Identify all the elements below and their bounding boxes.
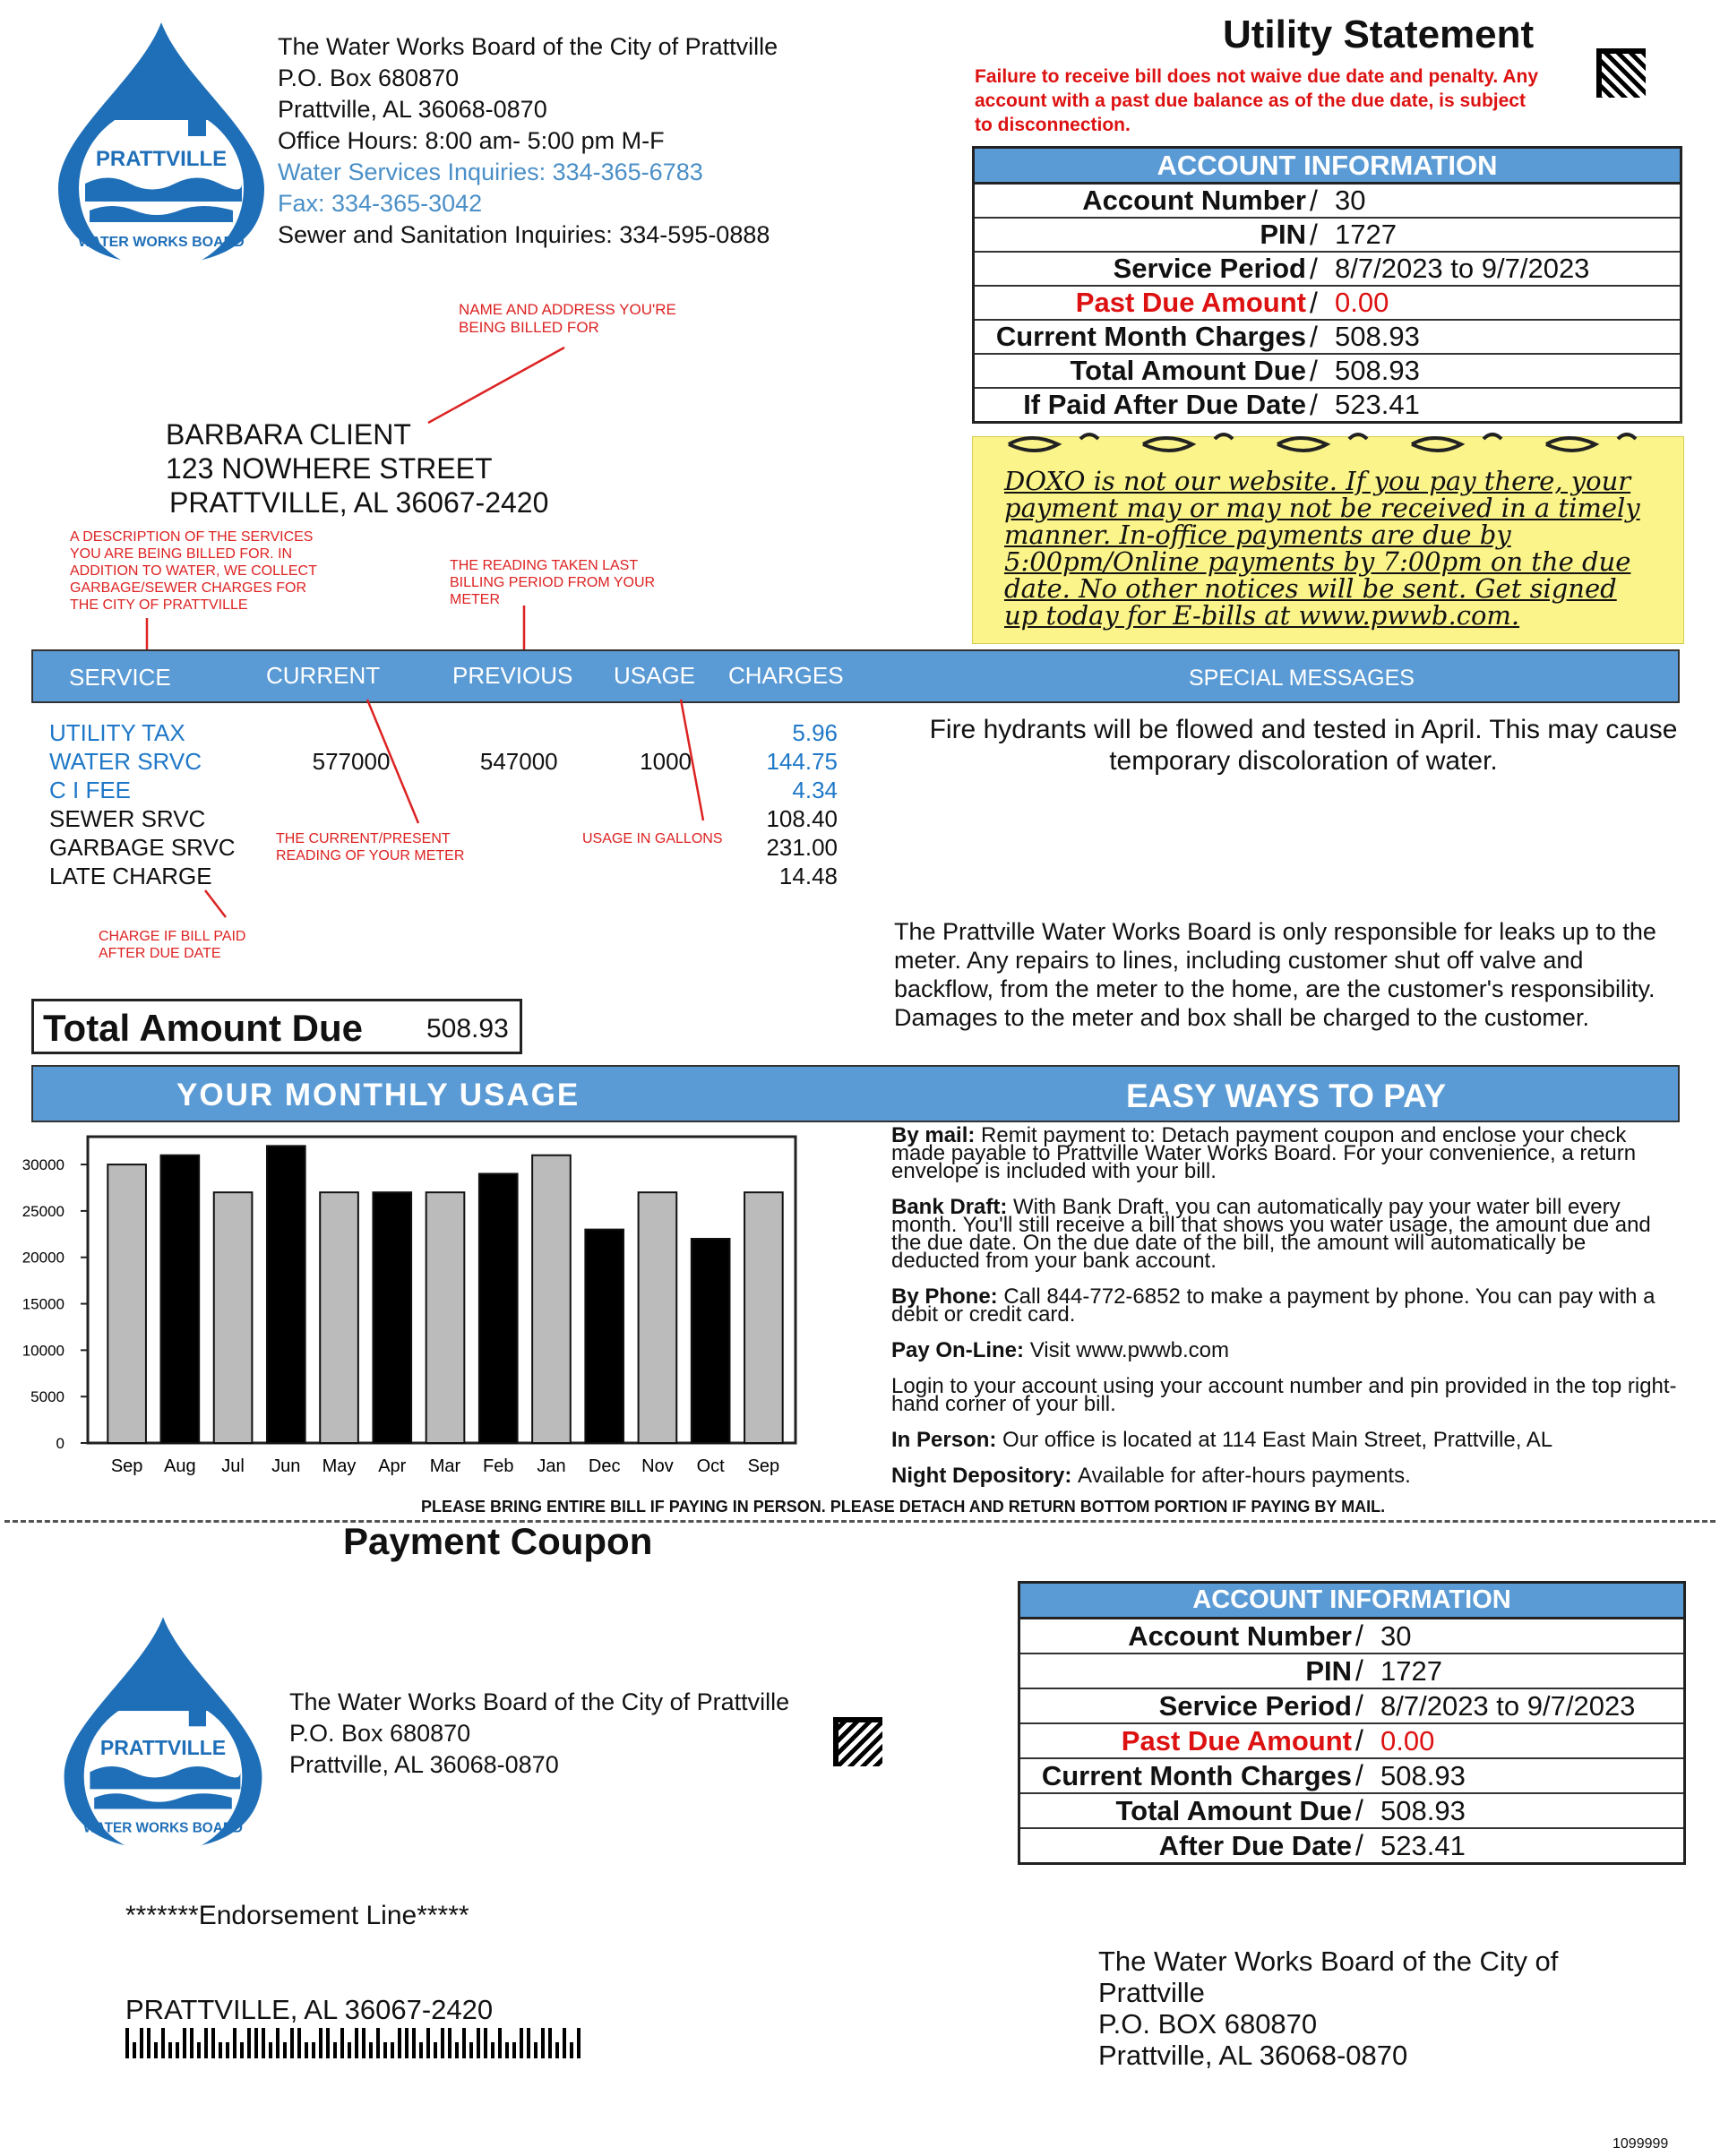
service-row [49,862,838,890]
pay-methods-list [891,1123,1680,1503]
y-tick-label: 20000 [22,1249,64,1267]
annotation-arrow-6 [202,887,237,923]
usage-bar [639,1192,677,1443]
coupon-account-table [1018,1617,1686,1865]
statement-warning: Failure to receive bill does not waive due date and penalty. Any account with a past due balance as of the due date, is subject to disconnection. [975,66,1538,135]
total-due-value: 508.93 [426,1014,509,1044]
postal-barcode [125,2028,584,2058]
remit-name-1: The Water Works Board of the City of [1098,1946,1559,1977]
svg-text:WATER WORKS BOARD: WATER WORKS BOARD [82,1820,244,1836]
pay-method-title: By Phone: [891,1284,1004,1309]
total-due-label: Total Amount Due [43,1007,363,1049]
coupon-org-address [289,1687,789,1781]
barcode-bar [247,2028,251,2058]
pay-method-title: Pay On-Line: [891,1338,1030,1362]
note-name-address: NAME AND ADDRESS YOU'RE BEING BILLED FOR [459,301,676,336]
pay-method-text: Call 844-772-6852 to make a payment by phone. You can pay with a debit or credit card. [891,1284,1656,1327]
barcode-bar [168,2042,172,2058]
service-current: 577000 [312,747,391,775]
account-row-value: 508.93 [1380,1759,1466,1791]
y-tick-label: 25000 [22,1202,64,1220]
service-name: LATE CHARGE [49,862,212,889]
account-row [975,251,1680,285]
pay-method-text: Remit payment to: Detach payment coupon and enclose your check made payable to Prattville Water Works Board. For your convenience, a return envelope is included with your bill. [891,1123,1637,1183]
barcode-bar [419,2042,423,2058]
note-previous-reading: THE READING TAKEN LAST BILLING PERIOD FROM YOUR METER [450,558,656,607]
account-row [975,217,1680,251]
customer-city: PRATTVILLE, AL 36067-2420 [169,486,549,519]
remit-address [1098,1946,1558,2071]
barcode-bar [512,2042,516,2058]
barcode-bar [176,2042,179,2058]
usage-bar [161,1155,200,1443]
barcode-bar [398,2028,401,2058]
account-row-value: 1727 [1335,219,1397,250]
y-tick-label: 0 [56,1435,64,1452]
account-row [1020,1757,1683,1792]
account-row [1020,1827,1683,1862]
y-tick-label: 10000 [22,1342,64,1360]
usage-bar [373,1192,411,1443]
account-row-separator: / [1310,388,1318,421]
account-row-value: 8/7/2023 to 9/7/2023 [1335,253,1590,284]
usage-bar [426,1192,465,1443]
usage-bar [744,1192,783,1443]
account-row [1020,1653,1683,1688]
col-special-messages: SPECIAL MESSAGES [1189,666,1415,691]
water-drop-logo-icon [56,1612,271,1854]
usage-bar [267,1146,305,1443]
water-drop-logo-icon [49,18,273,269]
y-tick-label: 5000 [30,1388,64,1406]
service-previous: 547000 [479,747,558,775]
note-current-reading: THE CURRENT/PRESENT READING OF YOUR METER [276,831,465,863]
account-row-label: Account Number [1082,185,1306,216]
pay-method [891,1195,1680,1273]
annotation-arrow-3 [520,606,529,656]
account-row-label: Service Period [1158,1689,1352,1722]
account-row-value: 30 [1335,185,1366,216]
coupon-account-header: ACCOUNT INFORMATION [1018,1581,1686,1617]
account-row-label: PIN [1260,219,1306,250]
barcode-bar [469,2042,473,2058]
service-charge: 14.48 [778,862,838,889]
service-charge: 144.75 [766,747,838,775]
x-tick-label: Sep [110,1456,143,1476]
org-logo [49,18,273,269]
x-tick-label: Jun [271,1456,301,1476]
annotation-arrow-5 [676,695,730,829]
datamatrix-code-icon [1596,48,1646,98]
service-charge: 108.40 [766,804,838,832]
x-tick-label: Mar [429,1456,461,1476]
account-row-separator: / [1355,1619,1363,1652]
account-row-value: 523.41 [1335,389,1420,420]
barcode-bar [563,2028,566,2058]
barcode-bar [204,2028,208,2058]
account-row-separator: / [1310,320,1318,353]
fax-number: Fax: 334-365-3042 [278,190,483,217]
pay-method-title: By mail: [891,1123,982,1147]
barcode-bar [570,2042,573,2058]
msg-hydrants: Fire hydrants will be flowed and tested in April. This may cause temporary discoloration of water. [929,715,1678,776]
total-due-box [31,999,522,1054]
barcode-bar [484,2028,487,2058]
account-row [1020,1722,1683,1757]
barcode-bar [391,2042,394,2058]
remit-po: P.O. BOX 680870 [1098,2008,1318,2040]
account-row-value: 0.00 [1335,287,1389,318]
service-name: SEWER SRVC [49,804,206,832]
y-tick-label: 15000 [22,1295,64,1313]
barcode-bar [355,2028,358,2058]
account-row-value: 508.93 [1335,321,1420,352]
barcode-bar [161,2028,165,2058]
account-row-label: Past Due Amount [1121,1724,1352,1757]
usage-chart [0,1124,878,1482]
barcode-bar [412,2028,416,2058]
barcode-bar [211,2028,215,2058]
barcode-bar [498,2028,502,2058]
barcode-bar [505,2042,509,2058]
account-row [1020,1619,1683,1653]
barcode-bar [534,2042,538,2058]
barcode-bar [434,2042,437,2058]
pay-method [891,1123,1680,1183]
account-row-label: Current Month Charges [995,321,1306,352]
x-tick-label: Apr [378,1456,407,1476]
barcode-bar [305,2042,308,2058]
x-tick-label: Jan [537,1456,566,1476]
sewer-inquiries-phone[interactable]: Sewer and Sanitation Inquiries: 334-595-0888 [278,221,770,248]
pay-method-title: In Person: [891,1428,1003,1452]
pay-method [891,1338,1680,1362]
barcode-bar [333,2042,337,2058]
coupon-org-po: P.O. Box 680870 [289,1720,471,1747]
account-row [975,185,1680,217]
account-row [975,353,1680,387]
org-name: The Water Works Board of the City of Prattville [278,33,778,60]
detach-line [4,1520,1716,1523]
barcode-bar [462,2028,466,2058]
account-row-value: 8/7/2023 to 9/7/2023 [1380,1689,1636,1722]
account-row-separator: / [1355,1654,1363,1687]
account-row-separator: / [1310,184,1318,217]
account-row-value: 30 [1380,1619,1412,1652]
barcode-bar [197,2042,201,2058]
barcode-bar [426,2028,430,2058]
msg-leaks: The Prattville Water Works Board is only responsible for leaks up to the meter. Any repairs to lines, including customer shut off valve and backflow, from the meter to the home, are the customer's responsibility. Damages to the meter and box shall be charged to the customer. [894,918,1656,1031]
col-service: SERVICE [69,664,171,691]
customer-name: BARBARA CLIENT [166,418,411,451]
doxo-notice [972,436,1684,644]
pay-method-title: Night Depository: [891,1464,1078,1488]
remit-city: Prattville, AL 36068-0870 [1098,2040,1408,2071]
col-usage: USAGE [614,662,696,689]
service-charge: 231.00 [766,833,838,861]
coupon-org-name: The Water Works Board of the City of Prattville [289,1688,790,1715]
barcode-bar [527,2028,530,2058]
usage-bar [108,1164,146,1443]
statement-title: Utility Statement [1223,13,1535,56]
services-header-bar [31,649,1680,703]
note-late-charge: CHARGE IF BILL PAID AFTER DUE DATE [99,929,246,961]
pay-method-text: Visit www.pwwb.com [1029,1338,1229,1362]
barcode-bar [448,2028,452,2058]
barcode-bar [362,2028,366,2058]
remit-name-2: Prattville [1098,1977,1205,2008]
barcode-bar [520,2028,523,2058]
account-row-label: If Paid After Due Date [1023,389,1306,420]
barcode-bar [376,2028,380,2058]
org-contact [278,31,778,251]
usage-bar [585,1230,624,1443]
barcode-bar [183,2028,186,2058]
endorsement-line: *******Endorsement Line***** [125,1901,469,1930]
service-charge: 4.34 [792,776,838,803]
barcode-bar [326,2028,330,2058]
barcode-bar [455,2042,459,2058]
account-row-label: Past Due Amount [1075,287,1306,318]
account-row-label: PIN [1305,1654,1352,1687]
y-tick-label: 30000 [22,1156,64,1174]
barcode-bar [340,2028,344,2058]
col-previous: PREVIOUS [452,662,573,689]
account-info-table [972,182,1682,424]
col-charges: CHARGES [728,662,844,689]
pay-method [891,1284,1680,1327]
service-name: GARBAGE SRVC [49,833,236,861]
barcode-bar [269,2042,272,2058]
svg-text:PRATTVILLE: PRATTVILLE [95,147,228,171]
usage-bar [479,1173,518,1443]
barcode-bar [297,2028,301,2058]
customer-street: 123 NOWHERE STREET [166,452,493,485]
barcode-bar [290,2028,294,2058]
barcode-bar [491,2042,494,2058]
coupon-org-city: Prattville, AL 36068-0870 [289,1751,559,1778]
barcode-bar [319,2028,322,2058]
account-row-label: Total Amount Due [1115,1794,1352,1826]
barcode-bar [147,2028,150,2058]
barcode-bar [348,2042,351,2058]
account-row-separator: / [1310,218,1318,251]
bring-bill-note: PLEASE BRING ENTIRE BILL IF PAYING IN PERSON. PLEASE DETACH AND RETURN BOTTOM PORTION IF PAYING BY MAIL. [421,1498,1386,1516]
water-inquiries-phone[interactable]: Water Services Inquiries: 334-365-6783 [278,159,703,185]
barcode-bar [154,2042,158,2058]
barcode-bar [276,2028,280,2058]
barcode-bar [133,2042,136,2058]
service-name: UTILITY TAX [49,718,185,746]
account-info-header: ACCOUNT INFORMATION [972,146,1682,182]
pay-method-text: Login to your account using your account number and pin provided in the top right-hand corner of your bill. [891,1374,1677,1416]
x-tick-label: Sep [747,1456,780,1476]
col-current: CURRENT [266,662,381,689]
pay-method-text: With Bank Draft, you can automatically pay your water bill every month. You'll still receive a bill that shows you water usage, the amount due and the due date. On the due date of the bill, the amount will automatically be deducted from your bank account. [891,1195,1651,1273]
org-hours: Office Hours: 8:00 am- 5:00 pm M-F [278,127,665,154]
barcode-bar [541,2028,545,2058]
account-row-value: 508.93 [1335,355,1420,386]
x-tick-label: Nov [641,1456,674,1476]
pay-method [891,1374,1680,1416]
account-row-label: Current Month Charges [1041,1759,1352,1791]
usage-bar [532,1155,571,1443]
svg-text:PRATTVILLE: PRATTVILLE [99,1736,227,1759]
barcode-bar [233,2028,236,2058]
barcode-bar [383,2042,387,2058]
account-row-label: Total Amount Due [1070,355,1306,386]
barcode-bar [441,2028,444,2058]
barcode-bar [219,2042,222,2058]
account-row-value: 0.00 [1380,1724,1435,1757]
account-info-box [972,146,1682,424]
x-tick-label: Feb [482,1456,514,1476]
service-charge: 5.96 [792,718,838,746]
usage-pay-header-bar [31,1065,1680,1122]
barcode-bar [405,2028,408,2058]
barcode-bar [262,2028,265,2058]
account-row-value: 1727 [1380,1654,1442,1687]
doxo-notice-text: DOXO is not our website. If you pay there, your payment may or may not be received in a timely manner. In-office payments are due by 5:00pm/Online payments by 7:00pm on the due date. No other notices will be sent. Get signed up today for E-bills at www.pwwb.com. [1004,466,1640,631]
coupon-datamatrix-icon [833,1717,882,1766]
account-row [1020,1688,1683,1722]
usage-bar [320,1192,358,1443]
spiral-binding-icon [973,428,1683,464]
usage-bar [214,1192,253,1443]
account-row-separator: / [1355,1759,1363,1791]
account-row-value: 523.41 [1380,1829,1466,1861]
x-tick-label: Jul [221,1456,245,1476]
barcode-bar [477,2028,480,2058]
account-row [975,387,1680,421]
barcode-bar [577,2028,580,2058]
account-row-separator: / [1355,1689,1363,1722]
pay-method [891,1464,1680,1488]
x-tick-label: Dec [588,1456,621,1476]
org-city: Prattville, AL 36068-0870 [278,96,547,123]
account-row-separator: / [1310,286,1318,319]
coupon-title: Payment Coupon [343,1520,653,1562]
barcode-bar [190,2028,194,2058]
account-row-label: Account Number [1128,1619,1352,1652]
barcode-bar [140,2028,143,2058]
service-name: C I FEE [49,776,132,803]
barcode-bar [226,2042,229,2058]
barcode-bar [548,2028,552,2058]
annotation-arrow-1 [421,340,582,430]
usage-bar [692,1239,730,1443]
note-usage-gallons: USAGE IN GALLONS [582,831,723,846]
account-row-separator: / [1355,1794,1363,1826]
account-row-label: After Due Date [1158,1829,1352,1861]
service-name: WATER SRVC [49,747,202,775]
barcode-bar [555,2042,559,2058]
account-row-value: 508.93 [1380,1794,1466,1826]
customer-address [166,417,548,520]
org-po-box: P.O. Box 680870 [278,64,460,91]
x-tick-label: May [322,1456,357,1476]
barcode-bar [369,2042,373,2058]
x-tick-label: Aug [164,1456,196,1476]
account-row-label: Service Period [1113,253,1306,284]
account-row-separator: / [1355,1829,1363,1861]
account-row [1020,1792,1683,1827]
service-usage: 1000 [640,747,692,775]
doc-number: 1099999 [1612,2136,1669,2152]
pay-header: EASY WAYS TO PAY [1126,1078,1447,1114]
x-tick-label: Oct [696,1456,725,1476]
annotation-arrow-4 [363,695,461,829]
usage-header: YOUR MONTHLY USAGE [176,1078,580,1112]
note-services: A DESCRIPTION OF THE SERVICES YOU ARE BEING BILLED FOR. IN ADDITION TO WATER, WE COLLECT GARBAGE/SEWER CHARGES FOR THE CITY OF PRATTVILLE [70,529,317,613]
account-row [975,285,1680,319]
barcode-bar [125,2028,129,2058]
account-row-separator: / [1310,354,1318,387]
pay-method-text: Our office is located at 114 East Main Street, Prattville, AL [1002,1428,1553,1452]
coupon-account-box [1018,1581,1686,1865]
account-row-separator: / [1310,252,1318,285]
barcode-bar [254,2028,258,2058]
account-row [975,319,1680,353]
account-row-separator: / [1355,1724,1363,1757]
svg-text:WATER WORKS BOARD: WATER WORKS BOARD [78,235,245,250]
pay-method [891,1428,1680,1452]
barcode-bar [283,2042,287,2058]
pay-method-title: Bank Draft: [891,1195,1014,1219]
pay-method-text: Available for after-hours payments. [1078,1464,1411,1488]
barcode-bar [312,2042,315,2058]
coupon-logo [56,1612,271,1854]
coupon-customer-city: PRATTVILLE, AL 36067-2420 [125,1994,494,2025]
barcode-bar [240,2042,244,2058]
